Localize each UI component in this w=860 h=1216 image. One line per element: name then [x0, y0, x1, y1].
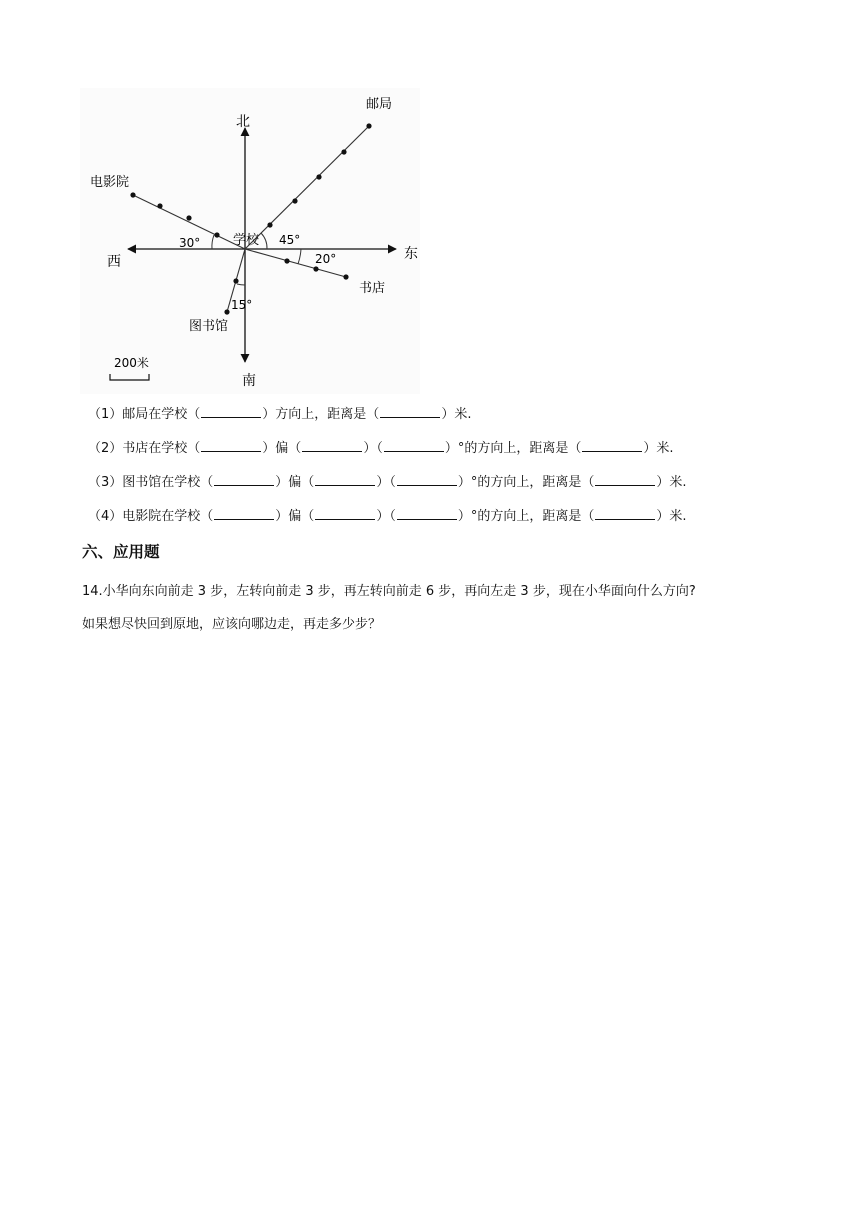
question-text: ）（ [376, 509, 396, 524]
label-south: 南 [242, 373, 256, 389]
label-bookstore: 书店 [359, 281, 386, 296]
question-text: 电影院在学校（ [122, 509, 214, 524]
question-3 [88, 474, 686, 492]
label-east: 东 [404, 246, 418, 262]
problem-14-line-2: 如果想尽快回到原地，应该向哪边走，再走多少步？ [82, 617, 382, 632]
label-post-office: 邮局 [366, 97, 393, 112]
label-angle-20: 20° [315, 252, 337, 266]
label-school: 学校 [233, 233, 260, 248]
label-west: 西 [107, 254, 121, 270]
question-1 [88, 406, 471, 424]
question-number: （4） [88, 509, 123, 524]
question-text: 图书馆在学校（ [122, 475, 214, 490]
question-number: （2） [88, 441, 123, 456]
answer-blank[interactable] [595, 508, 655, 520]
answer-blank[interactable] [315, 474, 375, 486]
label-cinema: 电影院 [90, 175, 130, 190]
question-2 [88, 440, 673, 458]
question-text: ）（ [363, 441, 383, 456]
answer-blank[interactable] [384, 440, 444, 452]
section-title: 六、应用题 [82, 543, 160, 561]
question-number: （3） [88, 475, 123, 490]
answer-blank[interactable] [582, 440, 642, 452]
problem-14-line-1: 14.小华向东向前走 3 步，左转向前走 3 步，再左转向前走 6 步，再向左走 3 步，现在小华面向什么方向? [82, 584, 696, 599]
question-text: ）米. [441, 407, 472, 422]
question-4 [88, 508, 686, 526]
question-text: ）偏（ [275, 475, 315, 490]
answer-blank[interactable] [397, 508, 457, 520]
question-text: 书店在学校（ [122, 441, 201, 456]
question-text: ）方向上，距离是（ [262, 407, 380, 422]
question-text: 邮局在学校（ [122, 407, 201, 422]
scale-label: 200米 [114, 356, 149, 370]
question-number: （1） [88, 407, 123, 422]
answer-blank[interactable] [214, 508, 274, 520]
answer-blank[interactable] [214, 474, 274, 486]
label-angle-15: 15° [231, 298, 253, 312]
answer-blank[interactable] [380, 406, 440, 418]
label-angle-45: 45° [279, 233, 301, 247]
answer-blank[interactable] [302, 440, 362, 452]
answer-blank[interactable] [201, 406, 261, 418]
question-text: ）°的方向上，距离是（ [444, 441, 582, 456]
label-library: 图书馆 [189, 319, 229, 334]
label-north: 北 [236, 114, 250, 130]
answer-blank[interactable] [397, 474, 457, 486]
question-text: ）米. [656, 509, 687, 524]
question-text: ）（ [376, 475, 396, 490]
question-text: ）°的方向上，距离是（ [457, 509, 595, 524]
question-text: ）米. [656, 475, 687, 490]
question-text: ）米. [643, 441, 674, 456]
compass-diagram [80, 88, 440, 394]
answer-blank[interactable] [315, 508, 375, 520]
question-text: ）°的方向上，距离是（ [457, 475, 595, 490]
question-text: ）偏（ [262, 441, 302, 456]
label-angle-30: 30° [179, 236, 201, 250]
question-text: ）偏（ [275, 509, 315, 524]
answer-blank[interactable] [595, 474, 655, 486]
answer-blank[interactable] [201, 440, 261, 452]
